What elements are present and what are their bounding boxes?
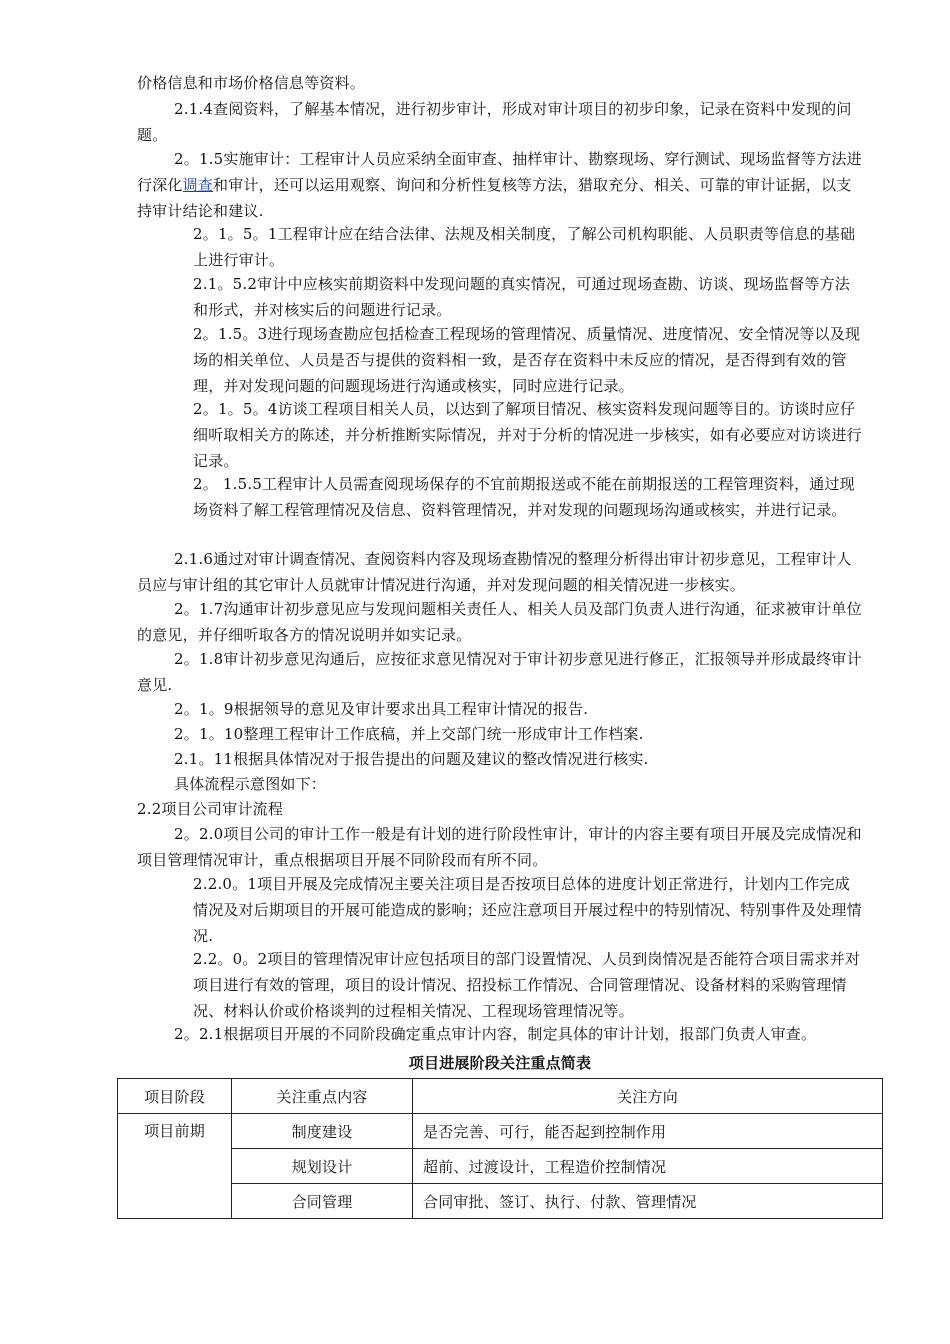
paragraph-2-1-5 xyxy=(137,146,865,224)
table-row xyxy=(118,1114,883,1149)
paragraph-2-2-1: 2。2.1根据项目开展的不同阶段确定重点审计内容，制定具体的审计计划，报部门负责人审查。 xyxy=(174,1025,817,1043)
table-header-row xyxy=(118,1079,883,1114)
header-stage: 项目阶段 xyxy=(118,1079,232,1114)
direction-cell: 超前、过渡设计，工程造价控制情况 xyxy=(413,1149,883,1184)
table-title: 项目进展阶段关注重点简表 xyxy=(408,1054,592,1072)
paragraph-2-1-9: 2。1。9根据领导的意见及审计要求出具工程审计情况的报告. xyxy=(174,700,589,718)
paragraph-2-1-5-1: 2。1。5。1工程审计应在结合法律、法规及相关制度，了解公司机构职能、人员职责等信息的基础上进行审计。 xyxy=(193,225,856,269)
stage-cell: 项目前期 xyxy=(118,1114,232,1219)
paragraph-2-1-5-5: 2。 1.5.5工程审计人员需查阅现场保存的不宜前期报送或不能在前期报送的工程管理资料，通过现场资料了解工程管理情况及信息、资料管理情况，并对发现的问题现场沟通或核实，并进行记录。 xyxy=(193,475,855,519)
paragraph-flow-intro: 具体流程示意图如下： xyxy=(174,775,327,793)
direction-cell: 是否完善、可行，能否起到控制作用 xyxy=(413,1114,883,1149)
stage-focus-table xyxy=(117,1078,883,1219)
paragraph-2-2-0: 2。2.0项目公司的审计工作一般是有计划的进行阶段性审计，审计的内容主要有项目开展及完成情况和项目管理情况审计，重点根据项目开展不同阶段而有所不同。 xyxy=(137,825,862,869)
survey-link[interactable]: 调查 xyxy=(182,176,214,194)
paragraph-2-2-0-2: 2.2。0。2项目的管理情况审计应包括项目的部门设置情况、人员到岗情况是否能符合项目需求并对项目进行有效的管理，项目的设计情况、招投标工作情况、合同管理情况、设备材料的采购管理情况、材料认价或价格谈判的过程相关情况、工程现场管理情况等。 xyxy=(193,950,861,1020)
header-direction: 关注方向 xyxy=(413,1079,883,1114)
direction-cell: 合同审批、签订、执行、付款、管理情况 xyxy=(413,1184,883,1219)
paragraph-2-1-4: 2.1.4查阅资料，了解基本情况，进行初步审计，形成对审计项目的初步印象，记录在资料中发现的问题。 xyxy=(137,100,852,144)
paragraph-2-1-7: 2。1.7沟通审计初步意见应与发现问题相关责任人、相关人员及部门负责人进行沟通，征求被审计单位的意见，并仔细听取各方的情况说明并如实记录。 xyxy=(137,600,862,644)
paragraph-2-1-5-4: 2。1。5。4访谈工程项目相关人员，以达到了解项目情况、核实资料发现问题等目的。访谈时应仔细听取相关方的陈述，并分析推断实际情况，并对于分析的情况进一步核实，如有必要应对访谈进行记录。 xyxy=(193,400,862,470)
paragraph-price-info: 价格信息和市场价格信息等资料。 xyxy=(137,74,366,92)
paragraph-2-1-5-2: 2.1。5.2审计中应核实前期资料中发现问题的真实情况，可通过现场查勘、访谈、现场监督等方法和形式，并对核实后的问题进行记录。 xyxy=(193,275,850,319)
paragraph-2-1-8: 2。1.8审计初步意见沟通后，应按征求意见情况对于审计初步意见进行修正，汇报领导并形成最终审计意见. xyxy=(137,650,862,694)
paragraph-2-1-6: 2.1.6通过对审计调查情况、查阅资料内容及现场查勘情况的整理分析得出审计初步意见，工程审计人员应与审计组的其它审计人员就审计情况进行沟通，并对发现问题的相关情况进一步核实。 xyxy=(137,550,852,594)
table-row xyxy=(118,1149,883,1184)
table-row xyxy=(118,1184,883,1219)
content-cell: 合同管理 xyxy=(232,1184,413,1219)
paragraph-2-1-10: 2。1。10整理工程审计工作底稿，并上交部门统一形成审计工作档案. xyxy=(174,725,644,743)
paragraph-2-1-5-3: 2。1.5。3进行现场查勘应包括检查工程现场的管理情况、质量情况、进度情况、安全情况等以及现场的相关单位、人员是否与提供的资料相一致，是否存在资料中未反应的情况，是否得到有效的管理，并对发现问题的问题现场进行沟通或核实，同时应进行记录。 xyxy=(193,325,861,395)
content-cell: 规划设计 xyxy=(232,1149,413,1184)
paragraph-2-2-0-1: 2.2.0。1项目开展及完成情况主要关注项目是否按项目总体的进度计划正常进行，计划内工作完成情况及对后期项目的开展可能造成的影响；还应注意项目开展过程中的特别情况、特别事件及处理情况. xyxy=(193,875,862,945)
header-content: 关注重点内容 xyxy=(232,1079,413,1114)
section-heading-2-2: 2.2项目公司审计流程 xyxy=(137,800,284,818)
content-cell: 制度建设 xyxy=(232,1114,413,1149)
paragraph-2-1-11: 2.1。11根据具体情况对于报告提出的问题及建议的整改情况进行核实. xyxy=(174,750,649,768)
paragraph-2-1-5-text-b: 和审计，还可以运用观察、询问和分析性复核等方法，猎取充分、相关、可靠的审计证据，以支持审计结论和建议. xyxy=(137,176,852,220)
paragraph-2-1-5-text-a: 2。1.5实施审计：工程审计人员应采纳全面审查、抽样审计、勘察现场、穿行测试、现场监督等方法进行深化 xyxy=(137,150,862,194)
